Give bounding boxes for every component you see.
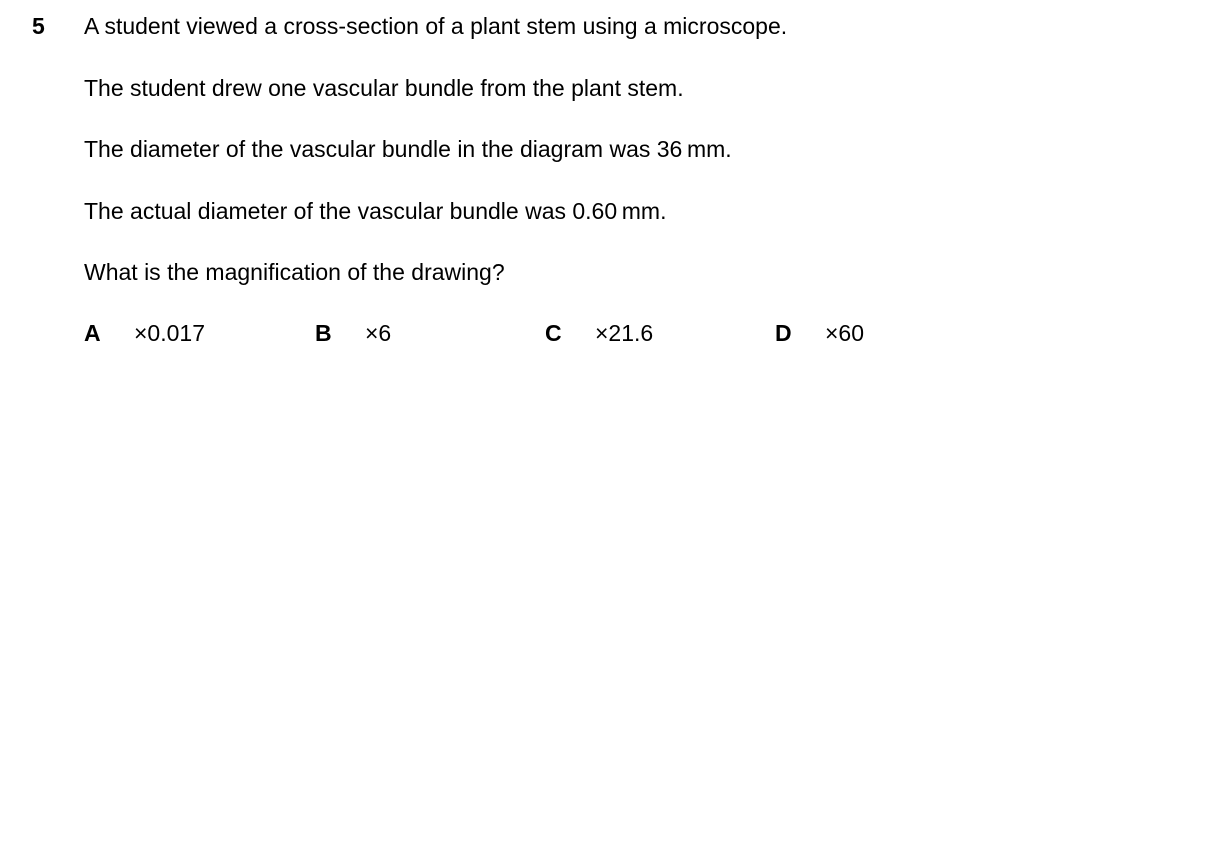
option-d-letter: D — [775, 320, 792, 346]
question-body — [84, 12, 1164, 320]
answer-options — [84, 319, 984, 347]
option-b-value: ×6 — [365, 320, 392, 346]
option-c-value: ×21.6 — [595, 320, 654, 346]
question-stem-line-4: The actual diameter of the vascular bundle was 0.60 mm. — [84, 197, 667, 224]
option-a-value: ×0.017 — [134, 320, 205, 346]
question-number: 5 — [32, 13, 45, 39]
option-c-letter: C — [545, 320, 562, 346]
option-d-value: ×60 — [825, 320, 865, 346]
question-stem-line-2: The student drew one vascular bundle from the plant stem. — [84, 74, 684, 101]
option-a-letter: A — [84, 320, 101, 346]
question-stem-line-3: The diameter of the vascular bundle in the diagram was 36 mm. — [84, 136, 732, 162]
question-prompt: What is the magnification of the drawing? — [84, 259, 505, 285]
question-stem-line-1: A student viewed a cross-section of a plant stem using a microscope. — [84, 13, 788, 39]
option-b-letter: B — [315, 320, 332, 346]
